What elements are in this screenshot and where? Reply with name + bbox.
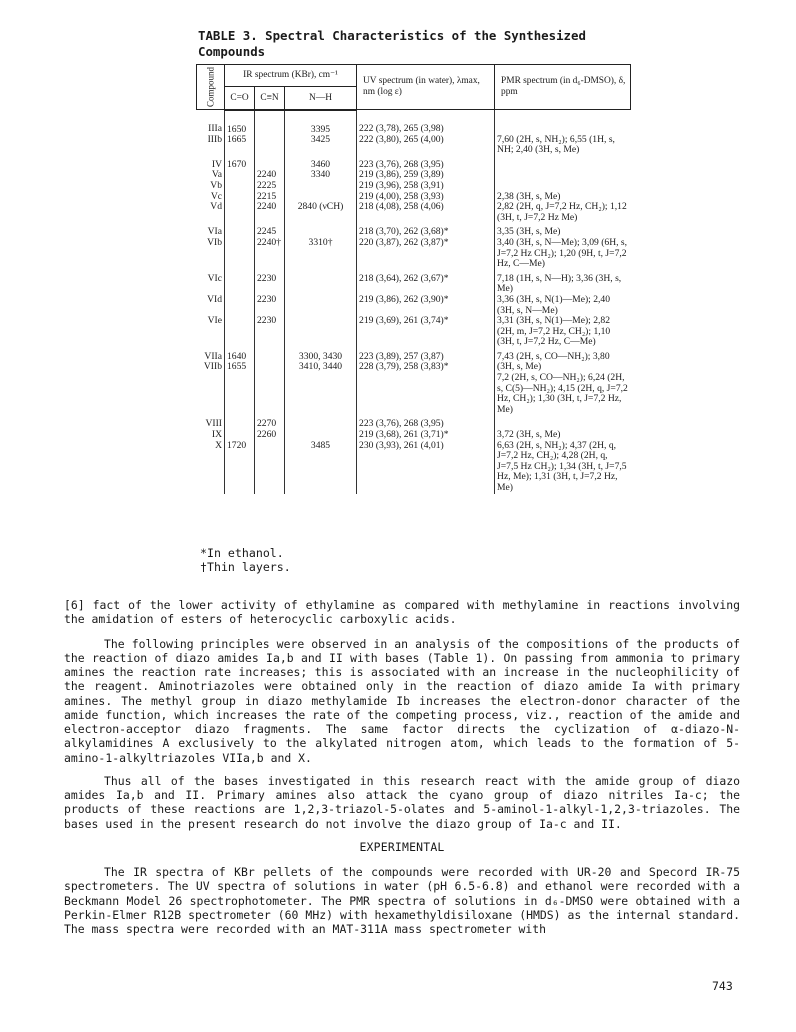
table-cell-compound: VIc bbox=[207, 272, 222, 284]
table-caption: TABLE 3. Spectral Characteristics of the Synthesized Compounds bbox=[198, 28, 586, 59]
table-cell-pmr: 7,18 (1H, s, N—H); 3,36 (3H, s, Me) bbox=[495, 270, 631, 295]
table-cell-cn bbox=[255, 110, 285, 156]
table-cell-compound: VIIa VIIb bbox=[203, 350, 222, 373]
table-cell-nh: 3460 3340 2840 (νCH) bbox=[285, 156, 357, 224]
table-cell-nh: 3395 3425 bbox=[285, 110, 357, 156]
paragraph-principles: The following principles were observed in an analysis of the compositions of the products of the reaction of diazo amides Ia,b and II with bases (Table 1). On passing from ammonia to primary amines the reaction rate increases; this is associated with an increase in the nucleophilicity of the reagent. Aminotriazoles were obtained only in the reaction of diazo amide Ia with primary amines. The methyl group in diazo methylamide Ib increases the electron-donor character of the amide function, which increases the rate of the competing process, viz., reaction of the amide and electron-acceptor diazo fragments. The same factor directs the cyclization of α-diazo-N-alkylamidines A exclusively to the alkylated nitrogen atom, which leads to the formation of 5-amino-1-alkyltriazoles VIIa,b and X. bbox=[64, 636, 740, 765]
pmr-spectrum-header: PMR spectrum (in d₆-DMSO), δ, ppm bbox=[495, 65, 631, 110]
table-cell-co bbox=[225, 295, 255, 316]
table-row bbox=[197, 223, 631, 269]
table-cell-co: 1670 bbox=[225, 156, 255, 224]
table-cell-uv: 218 (3,64), 262 (3,67)* bbox=[357, 270, 495, 295]
table-cell-cn: 2230 bbox=[255, 270, 285, 295]
table-cell-compound: VId bbox=[207, 293, 222, 305]
ir-nh-header: N—H bbox=[285, 87, 357, 110]
table-footnotes bbox=[200, 546, 500, 574]
table-row bbox=[197, 348, 631, 416]
table-cell-pmr: 7,43 (2H, s, CO—NH₂); 3,80 (3H, s, Me) 7,2 (2H, s, CO—NH₂); 6,24 (2H, s, C(5)—NH₂); 4,15 (2H, q, J=7,2 Hz, CH₂); 1,30 (3H, t, J=7,2 Hz, Me) bbox=[495, 348, 631, 416]
table-cell-cn: 2230 bbox=[255, 295, 285, 316]
table-cell-nh bbox=[285, 316, 357, 348]
table-row bbox=[197, 316, 631, 348]
table-cell-uv: 223 (3,76), 268 (3,95) 219 (3,86), 259 (3,89) 219 (3,96), 258 (3,91) 219 (4,00), 258 (3,93) 218 (4,08), 258 (4,06) bbox=[357, 156, 495, 224]
table-row bbox=[197, 110, 631, 156]
paragraph-ethylamine: [6] fact of the lower activity of ethylamine as compared with methylamine in reactions involving the amidation of esters of heterocyclic carboxylic acids. bbox=[64, 598, 740, 627]
table-cell-cn: 2270 2260 bbox=[255, 415, 285, 493]
body-text bbox=[64, 598, 740, 945]
table-cell-nh: 3485 bbox=[285, 415, 357, 493]
table-cell-compound: IV Va Vb Vc Vd bbox=[210, 158, 222, 213]
table-cell-cn: 2245 2240† bbox=[255, 223, 285, 269]
table-cell-uv: 222 (3,78), 265 (3,98) 222 (3,80), 265 (4,00) bbox=[357, 110, 495, 156]
table-cell-compound: IIIa IIIb bbox=[207, 123, 222, 145]
table-cell-cn bbox=[255, 348, 285, 416]
ir-cn-header: C≡N bbox=[255, 87, 285, 110]
table-cell-uv: 223 (3,89), 257 (3,87) 228 (3,79), 258 (3,83)* bbox=[357, 348, 495, 416]
paragraph-bases: Thus all of the bases investigated in this research react with the amide group of diazo amides Ia,b and II. Primary amines also attack the cyano group of diazo nitriles Ia-c; the products of these reactions are 1,2,3-triazol-5-olates and 5-aminol-1-alkyl-1,2,3-triazoles. The bases used in the present research do not involve the diazo group of Ia-c and II. bbox=[64, 773, 740, 831]
table-cell-cn: 2230 bbox=[255, 316, 285, 348]
table-body bbox=[197, 110, 631, 494]
table-cell-co: 1650 1665 bbox=[225, 110, 255, 156]
compound-header: Compound bbox=[197, 65, 225, 110]
table-row bbox=[197, 415, 631, 493]
ir-co-header: C=O bbox=[225, 87, 255, 110]
spectral-table bbox=[196, 64, 630, 494]
table-cell-pmr: 3,31 (3H, s, N(1)—Me); 2,82 (2H, m, J=7,2 Hz, CH₂); 1,10 (3H, t, J=7,2 Hz, C—Me) bbox=[495, 316, 631, 348]
footnote-thin-layers: †Thin layers. bbox=[200, 560, 291, 574]
table-cell-nh: 3310† bbox=[285, 223, 357, 269]
table-cell-compound: VIII IX X bbox=[205, 418, 222, 451]
page-number: 743 bbox=[712, 979, 733, 993]
footnote-ethanol: *In ethanol. bbox=[200, 546, 284, 560]
table-cell-pmr: 2,38 (3H, s, Me) 2,82 (2H, q, J=7,2 Hz, CH₂); 1,12 (3H, t, J=7,2 Hz Me) bbox=[495, 156, 631, 224]
ir-spectrum-header: IR spectrum (KBr), cm⁻¹ bbox=[225, 65, 357, 87]
table-cell-nh bbox=[285, 295, 357, 316]
table-cell-pmr: 7,60 (2H, s, NH₂); 6,55 (1H, s, NH; 2,40 (3H, s, Me) bbox=[495, 110, 631, 156]
table-row bbox=[197, 156, 631, 224]
table-cell-pmr: 3,35 (3H, s, Me) 3,40 (3H, s, N—Me); 3,09 (6H, s, J=7,2 Hz CH₂); 1,20 (9H, t, J=7,2 Hz, C—Me) bbox=[495, 223, 631, 269]
table-cell-co bbox=[225, 223, 255, 269]
table-cell-uv: 223 (3,76), 268 (3,95) 219 (3,68), 261 (3,71)* 230 (3,93), 261 (4,01) bbox=[357, 415, 495, 493]
table-cell-compound: VIe bbox=[207, 315, 222, 327]
uv-spectrum-header: UV spectrum (in water), λmax, nm (log ε) bbox=[357, 65, 495, 110]
table-cell-nh: 3300, 3430 3410, 3440 bbox=[285, 348, 357, 416]
table-cell-uv: 219 (3,69), 261 (3,74)* bbox=[357, 316, 495, 348]
table-cell-nh bbox=[285, 270, 357, 295]
table-cell-co bbox=[225, 270, 255, 295]
table-cell-co bbox=[225, 316, 255, 348]
table-cell-pmr: 3,72 (3H, s, Me) 6,63 (2H, s, NH₂); 4,37 (2H, q, J=7,2 Hz, CH₂); 4,28 (2H, q, J=7,5 Hz CH₂); 1,34 (3H, t, J=7,5 Hz, Me); 1,31 (3H, t, J=7,2 Hz, Me) bbox=[495, 415, 631, 493]
section-heading-experimental: EXPERIMENTAL bbox=[359, 839, 445, 854]
table-cell-co: 1640 1655 bbox=[225, 348, 255, 416]
table-cell-co: 1720 bbox=[225, 415, 255, 493]
paragraph-experimental: The IR spectra of KBr pellets of the compounds were recorded with UR-20 and Specord IR-75 spectrometers. The UV spectra of solutions in water (pH 6.5-6.8) and ethanol were recorded with a Beckmann Model 26 spectrophotometer. The PMR spectra of solutions in d₆-DMSO were obtained with a Perkin-Elmer R12B spectrometer (60 MHz) with hexamethyldisiloxane (HMDS) as the internal standard. The mass spectra were recorded with an MAT-311A mass spectrometer with bbox=[64, 865, 740, 936]
table-cell-compound: VIa VIb bbox=[207, 226, 222, 248]
table-cell-uv: 218 (3,70), 262 (3,68)* 220 (3,87), 262 (3,87)* bbox=[357, 223, 495, 269]
table-cell-pmr: 3,36 (3H, s, N(1)—Me); 2,40 (3H, s, N—Me) bbox=[495, 295, 631, 316]
table-cell-cn: 2240 2225 2215 2240 bbox=[255, 156, 285, 224]
table-row bbox=[197, 295, 631, 316]
table-row bbox=[197, 270, 631, 295]
table-cell-uv: 219 (3,86), 262 (3,90)* bbox=[357, 295, 495, 316]
